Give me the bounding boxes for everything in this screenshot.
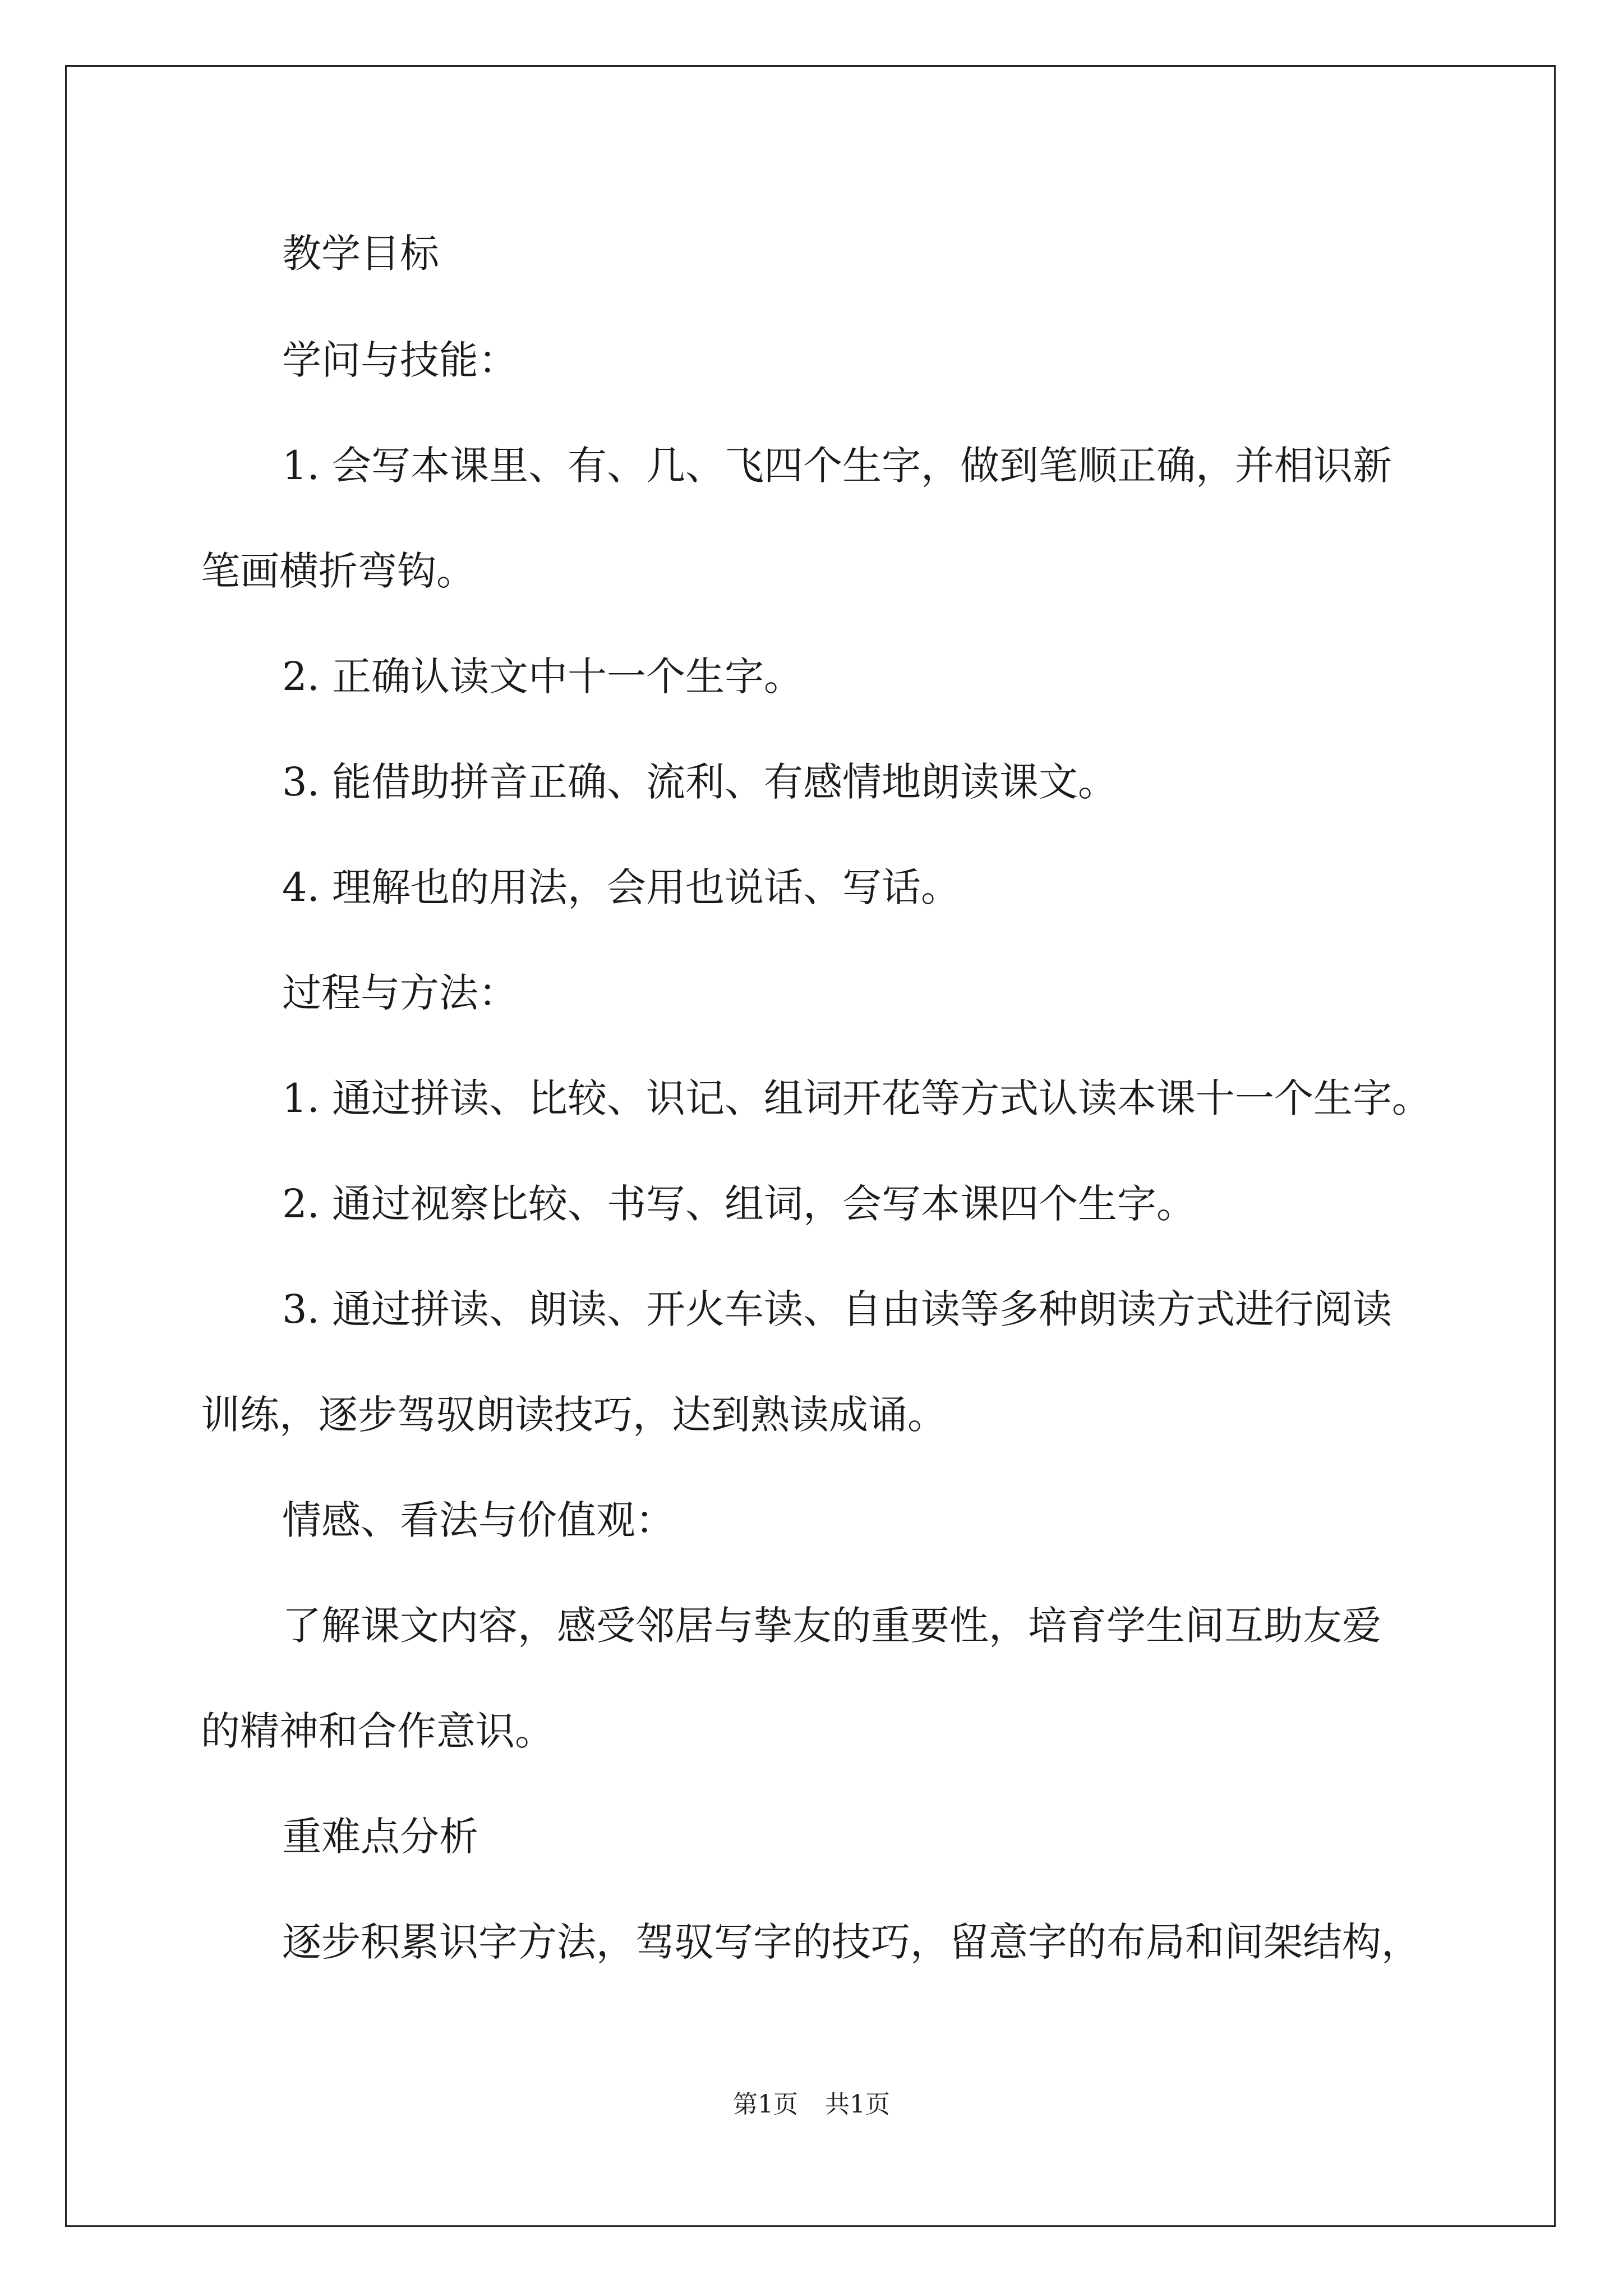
page-frame xyxy=(65,65,1556,2227)
paragraph-line: 1. 会写本课里、有、几、飞四个生字，做到笔顺正确，并相识新 xyxy=(282,443,1393,489)
page-number-current: 第1页 xyxy=(733,2090,798,2119)
paragraph-line: 逐步积累识字方法，驾驭写字的技巧，留意字的布局和间架结构， xyxy=(282,1919,1421,1965)
page-number-total: 共1页 xyxy=(825,2090,890,2119)
paragraph-line: 了解课文内容，感受邻居与挚友的重要性，培育学生间互助友爱 xyxy=(282,1603,1381,1649)
paragraph-line: 1. 通过拼读、比较、识记、组词开花等方式认读本课十一个生字。 xyxy=(282,1075,1432,1121)
heading-emotion-values: 情感、看法与价值观： xyxy=(282,1497,675,1543)
page-footer xyxy=(0,2088,1623,2122)
paragraph-line: 4. 理解也的用法，会用也说话、写话。 xyxy=(282,864,961,910)
paragraph-line: 训练，逐步驾驭朗读技巧，达到熟读成诵。 xyxy=(201,1392,947,1438)
heading-key-points: 重难点分析 xyxy=(282,1814,478,1860)
paragraph-line: 的精神和合作意识。 xyxy=(201,1708,554,1754)
paragraph-line: 2. 正确认读文中十一个生字。 xyxy=(282,654,804,700)
heading-process-methods: 过程与方法： xyxy=(282,970,518,1016)
heading-knowledge-skills: 学问与技能： xyxy=(282,337,518,383)
paragraph-line: 2. 通过视察比较、书写、组词，会写本课四个生字。 xyxy=(282,1181,1196,1227)
paragraph-line: 3. 能借助拼音正确、流利、有感情地朗读课文。 xyxy=(282,759,1118,805)
heading-teaching-goals: 教学目标 xyxy=(282,231,439,277)
paragraph-line: 3. 通过拼读、朗读、开火车读、自由读等多种朗读方式进行阅读 xyxy=(282,1286,1393,1332)
paragraph-line: 笔画横折弯钩。 xyxy=(201,548,476,594)
